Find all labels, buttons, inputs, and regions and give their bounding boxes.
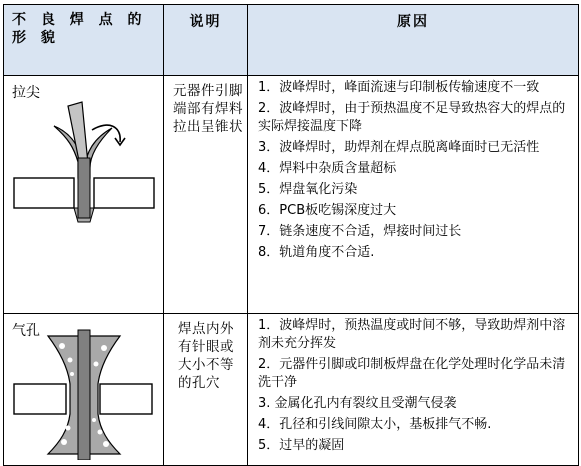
cause-line: 5．过早的凝固: [258, 438, 345, 453]
cause-line: 2．波峰焊时，由于预热温度不足导致热容大的焊点的实际焊接温度下降: [258, 101, 566, 134]
cause-line: 1．波峰焊时，峰面流速与印制板传输速度不一致: [258, 80, 540, 95]
blowhole-diagram-icon: [8, 328, 158, 460]
icicle-diagram-icon: [8, 98, 158, 228]
cause-line: 7．链条速度不合适，焊接时间过长: [258, 224, 462, 239]
cause-line: 4．焊料中杂质含量超标: [258, 161, 397, 176]
solder-defect-table: [3, 4, 579, 466]
table-row-lajian: [4, 76, 579, 314]
header-defect: 不 良 焊 点 的 形 貌: [4, 5, 164, 76]
cause-line: 3．波峰焊时，助焊剂在焊点脱离峰面时已无活性: [258, 140, 540, 155]
defect-name: 拉尖: [12, 85, 40, 101]
description-cell-qikong: 焊点内外有针眼或大小不等的孔穴: [164, 314, 248, 466]
cause-line: 8．轨道角度不合适.: [258, 245, 375, 260]
cause-line: 5．焊盘氧化污染: [258, 182, 358, 197]
cause-cell-lajian: [248, 76, 579, 314]
defect-cell-qikong: [4, 314, 164, 466]
header-cause: 原因: [248, 5, 579, 76]
defect-cell-lajian: [4, 76, 164, 314]
description-cell-lajian: 元器件引脚端部有焊料拉出呈锥状: [164, 76, 248, 314]
cause-line: 2．元器件引脚或印制板焊盘在化学处理时化学品未清洗干净: [258, 357, 566, 390]
table-header-row: [4, 5, 579, 76]
cause-cell-qikong: [248, 314, 579, 466]
cause-line: 3. 金属化孔内有裂纹且受潮气侵袭: [258, 396, 457, 411]
header-description: 说明: [164, 5, 248, 76]
cause-line: 1．波峰焊时，预热温度或时间不够，导致助焊剂中溶剂未充分挥发: [258, 318, 566, 351]
table-row-qikong: [4, 314, 579, 466]
cause-line: 4．孔径和引线间隙太小，基板排气不畅.: [258, 417, 492, 432]
defect-name: 气孔: [12, 323, 40, 339]
cause-line: 6．PCB板吃锡深度过大: [258, 203, 397, 218]
